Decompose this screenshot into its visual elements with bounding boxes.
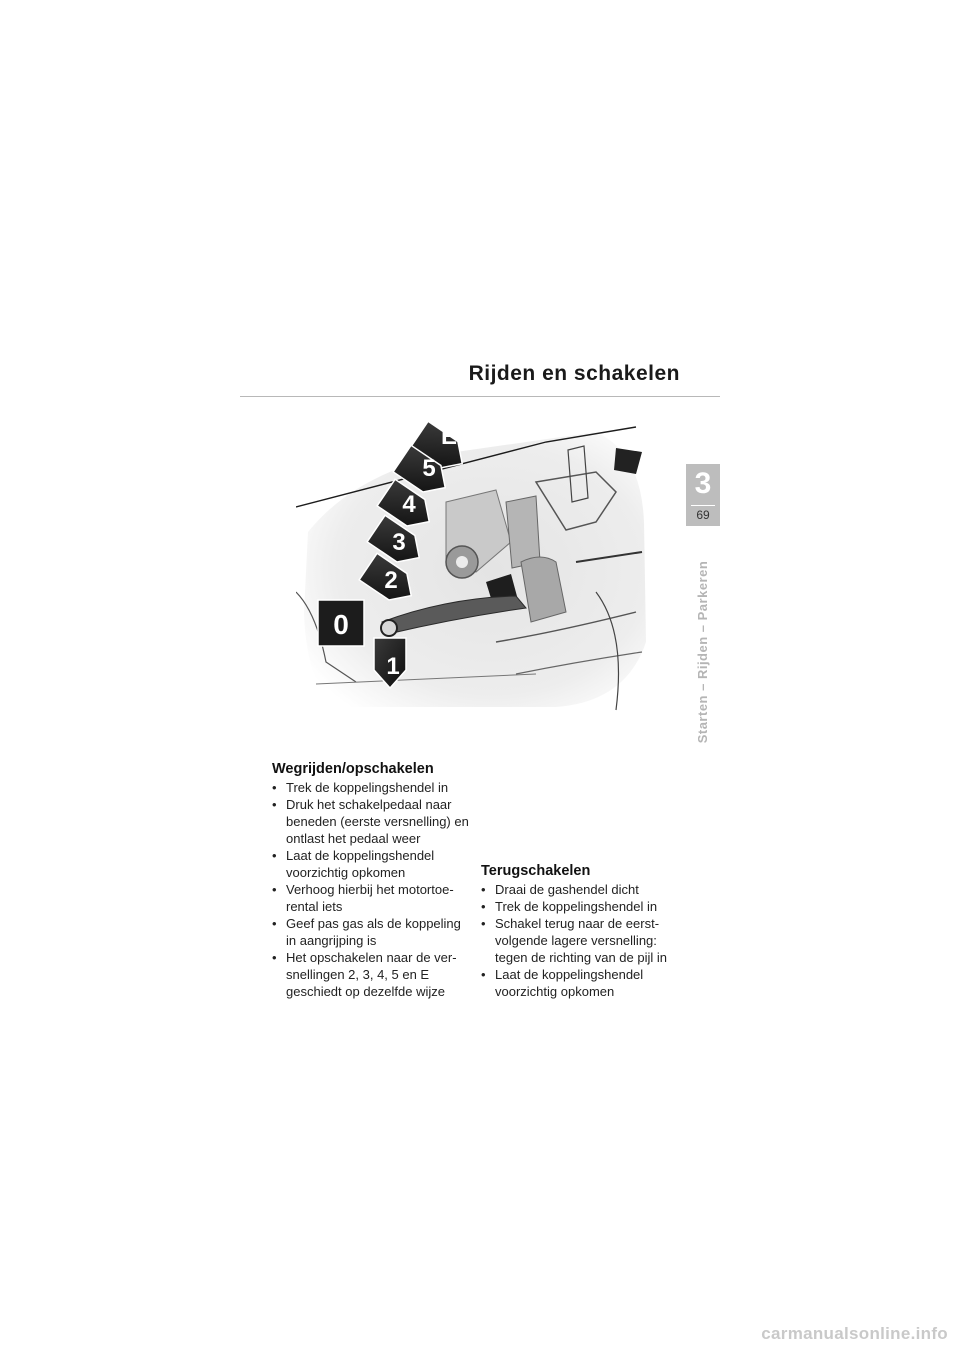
list-item: • Schakel terug naar de eerst-volgende lagere versnelling: tegen de richting van de pijl in (481, 915, 691, 966)
list-item: • Laat de koppelingshendel voorzichtig opkomen (481, 966, 691, 1000)
page-number: 69 (696, 508, 710, 522)
gear-label-3: 3 (392, 529, 406, 556)
upshift-section (272, 761, 472, 1000)
list-item: • Draai de gashendel dicht (481, 881, 691, 898)
chapter-separator (691, 505, 715, 506)
downshift-section (481, 863, 691, 1000)
gear-label-4: 4 (402, 491, 416, 518)
list-item: • Trek de koppelingshendel in (481, 898, 691, 915)
chapter-side-label: Starten – Rijden – Parkeren (695, 560, 710, 744)
gear-shift-illustration (296, 412, 648, 712)
gear-label-0: 0 (333, 609, 349, 640)
upshift-heading: Wegrijden/opschakelen (272, 761, 434, 777)
list-item: • Geef pas gas als de koppeling in aangrijping is (272, 915, 472, 949)
chapter-number: 3 (694, 467, 712, 500)
list-item: • Druk het schakelpedaal naar beneden (eerste versnelling) en ontlast het pedaal weer (272, 796, 472, 847)
watermark: carmanualsonline.info (761, 1324, 948, 1343)
list-item: • Trek de koppelingshendel in (272, 779, 472, 796)
gear-label-5: 5 (422, 455, 436, 482)
list-item: • Het opschakelen naar de ver-snellingen 2, 3, 4, 5 en E geschiedt op dezelfde wijze (272, 949, 472, 1000)
downshift-heading: Terugschakelen (481, 863, 591, 879)
chapter-tab (686, 464, 720, 526)
gear-label-e: E (440, 423, 458, 450)
list-item: • Verhoog hierbij het motortoe-rental iets (272, 881, 472, 915)
page-title: Rijden en schakelen (468, 362, 680, 385)
gear-label-2: 2 (384, 567, 398, 594)
list-item: • Laat de koppelingshendel voorzichtig opkomen (272, 847, 472, 881)
gear-label-1: 1 (386, 653, 400, 680)
title-divider (240, 396, 720, 397)
